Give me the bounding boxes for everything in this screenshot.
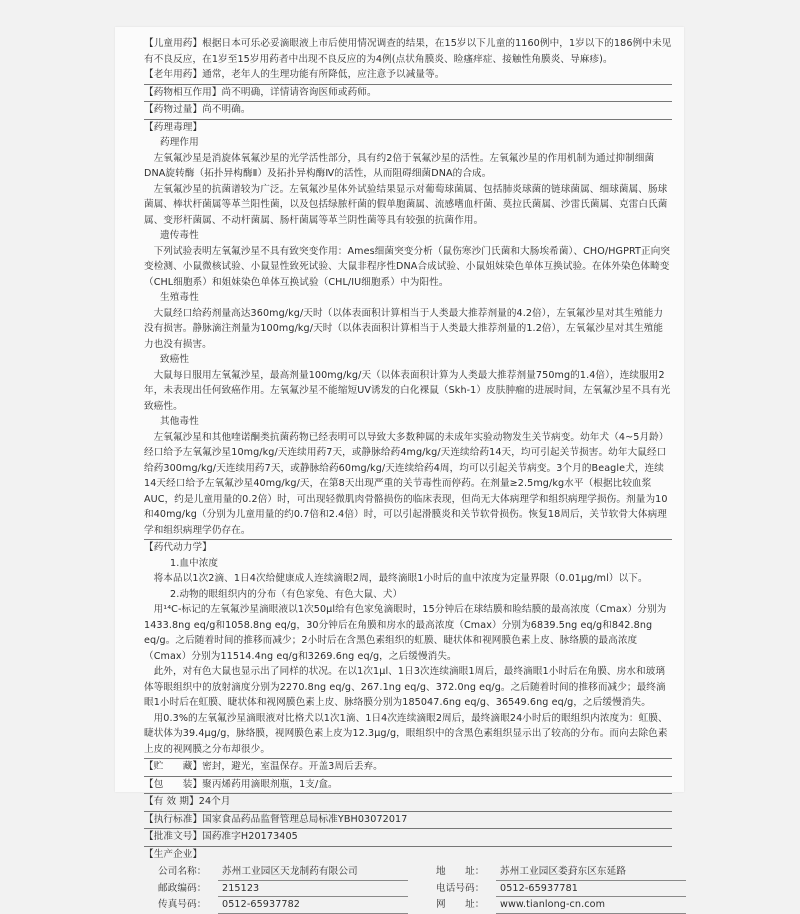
phone-label: 电话号码： xyxy=(436,882,485,894)
manufacturer-right xyxy=(436,864,686,914)
paragraph: 用0.3%的左氧氟沙星滴眼液对比格犬以1次1滴、1日4次连续滴眼2周后，最终滴眼24小时后的眼组织内浓度为：虹膜、睫状体为39.4μg/g，脉络膜，视网膜色素上皮为12.3μg/g，眼组织中的含黑色素组织显示出了较高的分布。而向去除色素上皮的视网膜之分布却很少。 xyxy=(144,712,668,755)
paragraph: 左氧氟沙星的抗菌谱较为广泛。左氧氟沙星体外试验结果显示对葡萄球菌属、包括肺炎球菌的链球菌属、细球菌属、肠球菌属、棒状杆菌属等革兰阳性菌，以及包括绿脓杆菌的假单胞菌属、流感嗜血杆菌、莫拉氏菌属、沙雷氏菌属、克雷白氏菌属、变形杆菌属、不动杆菌属、肠杆菌属等革兰阴性菌等具有较强的抗菌作用。 xyxy=(144,183,668,226)
paragraph: 【批准文号】国药准字H20173405 xyxy=(144,828,672,845)
postcode-label: 邮政编码： xyxy=(158,882,207,894)
company-name-label: 公司名称： xyxy=(158,866,207,877)
paragraph: 1.血中浓度 xyxy=(170,557,219,569)
paragraph: 【执行标准】国家食品药品监督管理总局标准YBH03072017 xyxy=(144,811,672,828)
paragraph-list xyxy=(144,36,672,862)
paragraph: 【贮 藏】密封，避光，室温保存。开盖3周后丢弃。 xyxy=(144,758,672,775)
paragraph: 【药物过量】尚不明确。 xyxy=(144,101,672,118)
paragraph: 生殖毒性 xyxy=(160,292,199,303)
address-row xyxy=(436,864,686,881)
paragraph: 【有 效 期】24个月 xyxy=(144,793,672,810)
paragraph: 将本品以1次2滴、1日4次给健康成人连续滴眼2周，最终滴眼1小时后的血中浓度为定量界限（0.01μg/ml）以下。 xyxy=(153,573,648,584)
paragraph: 致癌性 xyxy=(160,354,190,365)
paragraph: 【药物相互作用】尚不明确，详情请咨询医师或药师。 xyxy=(144,84,672,101)
address-label: 地 址： xyxy=(436,866,485,877)
paragraph: 大鼠每日服用左氧氟沙星，最高剂量100mg/kg/天（以体表面积计算为人类最大推荐剂量750mg的1.4倍），连续服用2年，未表现出任何致癌作用。左氧氟沙星不能缩短UV诱发的白化裸鼠（Skh-1）皮肤肿瘤的进展时间，左氧氟沙星不具有光致癌性。 xyxy=(144,369,671,412)
paragraph: 2.动物的眼组织内的分布（有色家兔、有色大鼠、犬） xyxy=(170,588,403,600)
postcode-value: 215123 xyxy=(218,881,408,898)
paragraph: 【药理毒理】 xyxy=(144,119,672,136)
paragraph: 大鼠经口给药剂量高达360mg/kg/天时（以体表面积计算相当于人类最大推荐剂量的4.2倍），左氧氟沙星对其生殖能力没有损害。静脉滴注剂量为100mg/kg/天时（以体表面积计算相当于人类最大推荐剂量的1.2倍），左氧氟沙星对其生殖能力也没有损害。 xyxy=(144,307,664,350)
paragraph: 【儿童用药】根据日本可乐必妥滴眼液上市后使用情况调查的结果，在15岁以下儿童的1160例中，1岁以下的186例中未见有不良反应，在1岁至15岁用药者中出现不良反应的为4例(点状角膜炎、睑瘙痒症、接触性角膜炎、导麻疹)。 xyxy=(144,38,672,65)
document-body xyxy=(144,36,672,914)
phone-row xyxy=(436,881,686,898)
phone-value: 0512-65937781 xyxy=(496,881,686,898)
paragraph: 左氧氟沙星是消旋体氧氟沙星的光学活性部分，具有约2倍于氧氟沙星的活性。左氧氟沙星的作用机制为通过抑制细菌DNA旋转酶（拓扑异构酶Ⅱ）及拓扑异构酶Ⅳ的活性，从而阻碍细菌DNA的合成。 xyxy=(144,152,655,179)
paragraph: 其他毒性 xyxy=(160,416,199,427)
web-row xyxy=(436,897,686,914)
manufacturer-info xyxy=(158,864,672,914)
address-value: 苏州工业园区娄葑东区东延路 xyxy=(496,864,686,881)
paragraph: 下列试验表明左氧氟沙星不具有致突变作用：Ames细菌突变分析（鼠伤寒沙门氏菌和大肠埃希菌）、CHO/HGPRT正向突变检测、小鼠微核试验、小鼠显性致死试验、大鼠非程序性DNA合成试验、小鼠姐妹染色单体互换试验。在体外染色体畸变（CHL细胞系）和姐妹染色单体互换试验（CHL/IU细胞系）中为阳性。 xyxy=(144,245,671,288)
paragraph: 遗传毒性 xyxy=(160,230,199,241)
paragraph: 【包 装】聚丙烯药用滴眼剂瓶，1支/盒。 xyxy=(144,776,672,793)
paragraph: 左氧氟沙星和其他喹诺酮类抗菌药物已经表明可以导致大多数种属的未成年实验动物发生关节病变。幼年犬（4~5月龄）经口给予左氧氟沙星10mg/kg/天连续用药7天，或静脉给药4mg/kg/天连续给药14天，均可引起关节损害。幼年大鼠经口给药300mg/kg/天连续用药7天，或静脉给药60mg/kg/天连续给药4周，均可以引起关节病变。3个月的Beagle犬，连续14天经口给予左氧氟沙星40mg/kg/天，在第8天出现严重的关节毒性而停药。在剂量≥2.5mg/kg水平（根据比较血浆AUC，约是儿童用量的0.2倍）时，可出现轻微肌肉骨骼损伤的临床表现，但尚无大体病理学和组织病理学损伤。剂量为10和40mg/kg（分别为儿童用量的约0.7倍和2.4倍）时，可以引起滑膜炎和关节软骨损伤。恢复18周后，关节软骨大体病理学和组织病理学仍存在。 xyxy=(144,431,669,536)
paragraph: 【药代动力学】 xyxy=(144,539,672,556)
paragraph: 用¹⁴C-标记的左氧氟沙星滴眼液以1次50μl给有色家兔滴眼时，15分钟后在球结膜和睑结膜的最高浓度（Cmax）分别为1433.8ng eq/g和1058.8ng eq/g，30分钟后在角膜和房水的最高浓度（Cmax）分别为6839.5ng eq/g和842.8ng eq/g。之后随着时间的推移而减少；2小时后在含黑色素组织的虹膜、睫状体和视网膜色素上皮、脉络膜的最高浓度（Cmax）分别为11514.4ng eq/g和3269.6ng eq/g，之后缓慢消失。 xyxy=(144,604,667,662)
paragraph: 药理作用 xyxy=(160,137,199,148)
postcode-row xyxy=(158,881,408,898)
company-name-row xyxy=(158,864,408,881)
paragraph: 【生产企业】 xyxy=(144,846,672,863)
company-name-value: 苏州工业园区天龙制药有限公司 xyxy=(218,864,408,881)
web-value: www.tianlong-cn.com xyxy=(496,897,686,914)
fax-row xyxy=(158,897,408,914)
fax-label: 传真号码： xyxy=(158,899,207,910)
web-label: 网 址： xyxy=(436,899,485,910)
manufacturer-left xyxy=(158,864,408,914)
paragraph: 此外，对有色大鼠也显示出了同样的状况。在以1次1μl、1日3次连续滴眼1周后，最终滴眼1小时后在角膜、房水和玻璃体等眼组织中的放射滴度分别为2270.8ng eq/g、267.1ng eq/g、372.0ng eq/g。之后随着时间的推移而减少；最终滴眼1小时后在虹膜、睫状体和视网膜色素上皮、脉络膜分别为185047.6ng eq/g、36549.6ng eq/g，之后缓慢消失。 xyxy=(144,666,666,708)
fax-value: 0512-65937782 xyxy=(218,897,408,914)
paragraph: 【老年用药】通常，老年人的生理功能有所降低，应注意予以减量等。 xyxy=(144,69,445,80)
